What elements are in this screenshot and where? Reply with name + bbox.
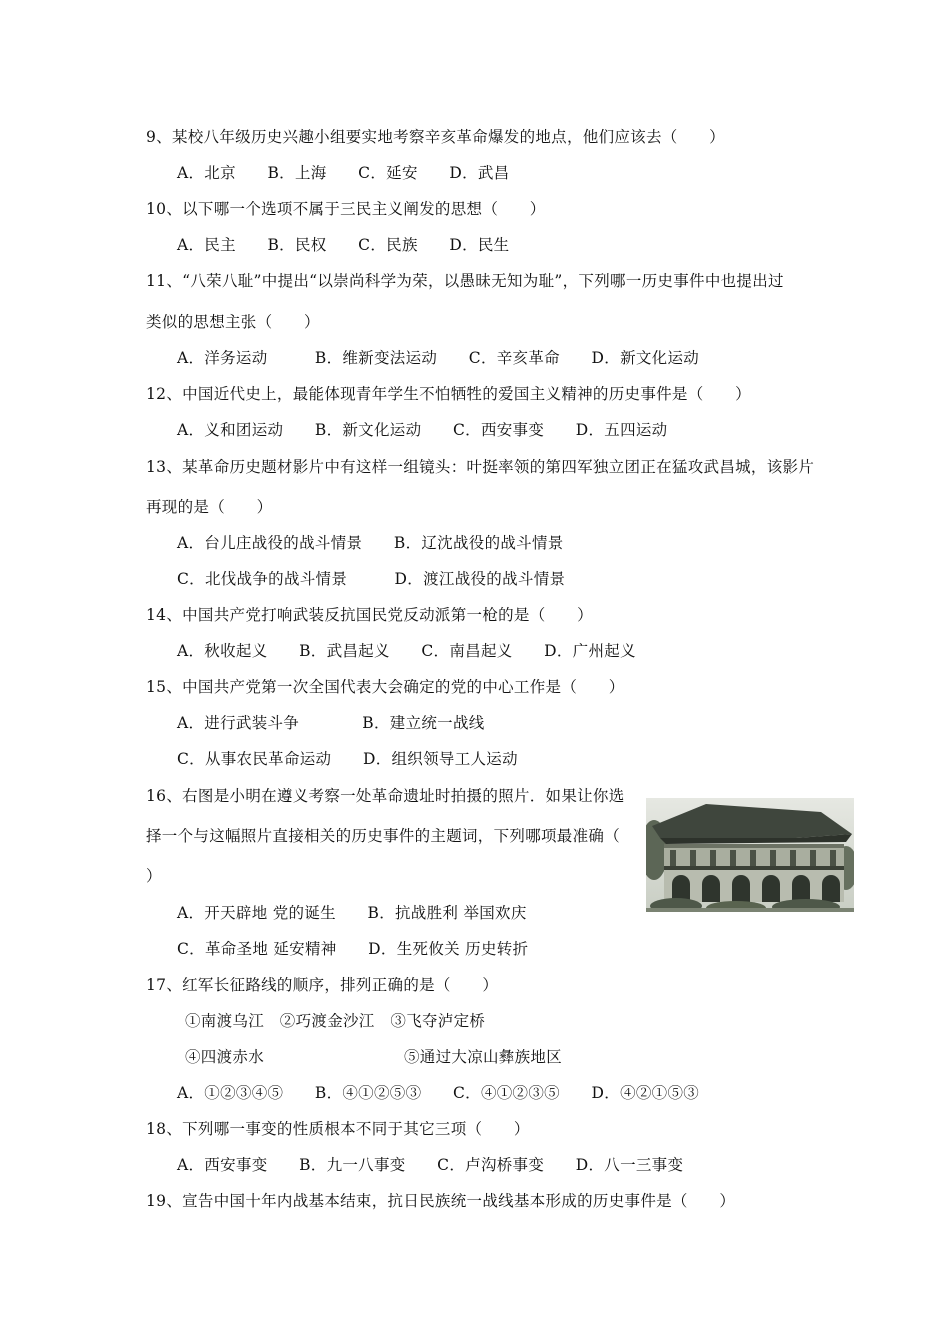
question-15-options-line-1: A．进行武装斗争 B．建立统一战线 [177,714,485,732]
question-16-stem-line-3: ） [146,867,162,885]
question-13-options-line-2: C．北伐战争的战斗情景 D．渡江战役的战斗情景 [177,570,566,588]
question-11-stem-line-1: 11、“八荣八耻”中提出“以崇尚科学为荣，以愚昧无知为耻”，下列哪一历史事件中也提出过 [146,272,784,290]
question-17-items-line-2b: ⑤通过大凉山彝族地区 [404,1048,563,1066]
question-9-options: A．北京 B．上海 C．延安 D．武昌 [177,164,510,182]
question-17-stem: 17、红军长征路线的顺序，排列正确的是（ ） [146,976,499,994]
question-17-items-line-1: ①南渡乌江 ②巧渡金沙江 ③飞夺泸定桥 [185,1012,486,1030]
question-14-stem: 14、中国共产党打响武装反抗国民党反动派第一枪的是（ ） [146,606,593,624]
question-16-stem-line-2: 择一个与这幅照片直接相关的历史事件的主题词，下列哪项最准确（ [146,827,621,845]
question-10-stem: 10、以下哪一个选项不属于三民主义阐发的思想（ ） [146,200,546,218]
question-16-stem-line-1: 16、右图是小明在遵义考察一处革命遗址时拍摄的照片．如果让你选 [146,787,625,805]
question-17-items-line-2a: ④四渡赤水 [185,1048,265,1066]
question-13-options-line-1: A．台儿庄战役的战斗情景 B．辽沈战役的战斗情景 [177,534,564,552]
question-18-options: A．西安事变 B．九一八事变 C．卢沟桥事变 D．八一三事变 [177,1156,684,1174]
question-15-stem: 15、中国共产党第一次全国代表大会确定的党的中心工作是（ ） [146,678,625,696]
question-10-options: A．民主 B．民权 C．民族 D．民生 [177,236,510,254]
zunyi-site-photo [646,798,854,912]
question-13-stem-line-2: 再现的是（ ） [146,498,273,516]
question-16-options-line-1: A．开天辟地 党的诞生 B．抗战胜利 举国欢庆 [177,904,527,922]
question-16-options-line-2: C．革命圣地 延安精神 D．生死攸关 历史转折 [177,940,529,958]
question-9-stem: 9、某校八年级历史兴趣小组要实地考察辛亥革命爆发的地点，他们应该去（ ） [146,128,725,146]
question-11-stem-line-2: 类似的思想主张（ ） [146,313,320,331]
question-13-stem-line-1: 13、某革命历史题材影片中有这样一组镜头：叶挺率领的第四军独立团正在猛攻武昌城，该影片 [146,458,815,476]
question-15-options-line-2: C．从事农民革命运动 D．组织领导工人运动 [177,750,518,768]
question-14-options: A．秋收起义 B．武昌起义 C．南昌起义 D．广州起义 [177,642,636,660]
question-12-stem: 12、中国近代史上，最能体现青年学生不怕牺牲的爱国主义精神的历史事件是（ ） [146,385,751,403]
question-17-options: A．①②③④⑤ B．④①②⑤③ C．④①②③⑤ D．④②①⑤③ [177,1084,700,1102]
question-19-stem: 19、宣告中国十年内战基本结束，抗日民族统一战线基本形成的历史事件是（ ） [146,1192,736,1210]
question-11-options: A．洋务运动 B．维新变法运动 C．辛亥革命 D．新文化运动 [177,349,700,367]
question-18-stem: 18、下列哪一事变的性质根本不同于其它三项（ ） [146,1120,530,1138]
question-12-options: A．义和团运动 B．新文化运动 C．西安事变 D．五四运动 [177,421,668,439]
